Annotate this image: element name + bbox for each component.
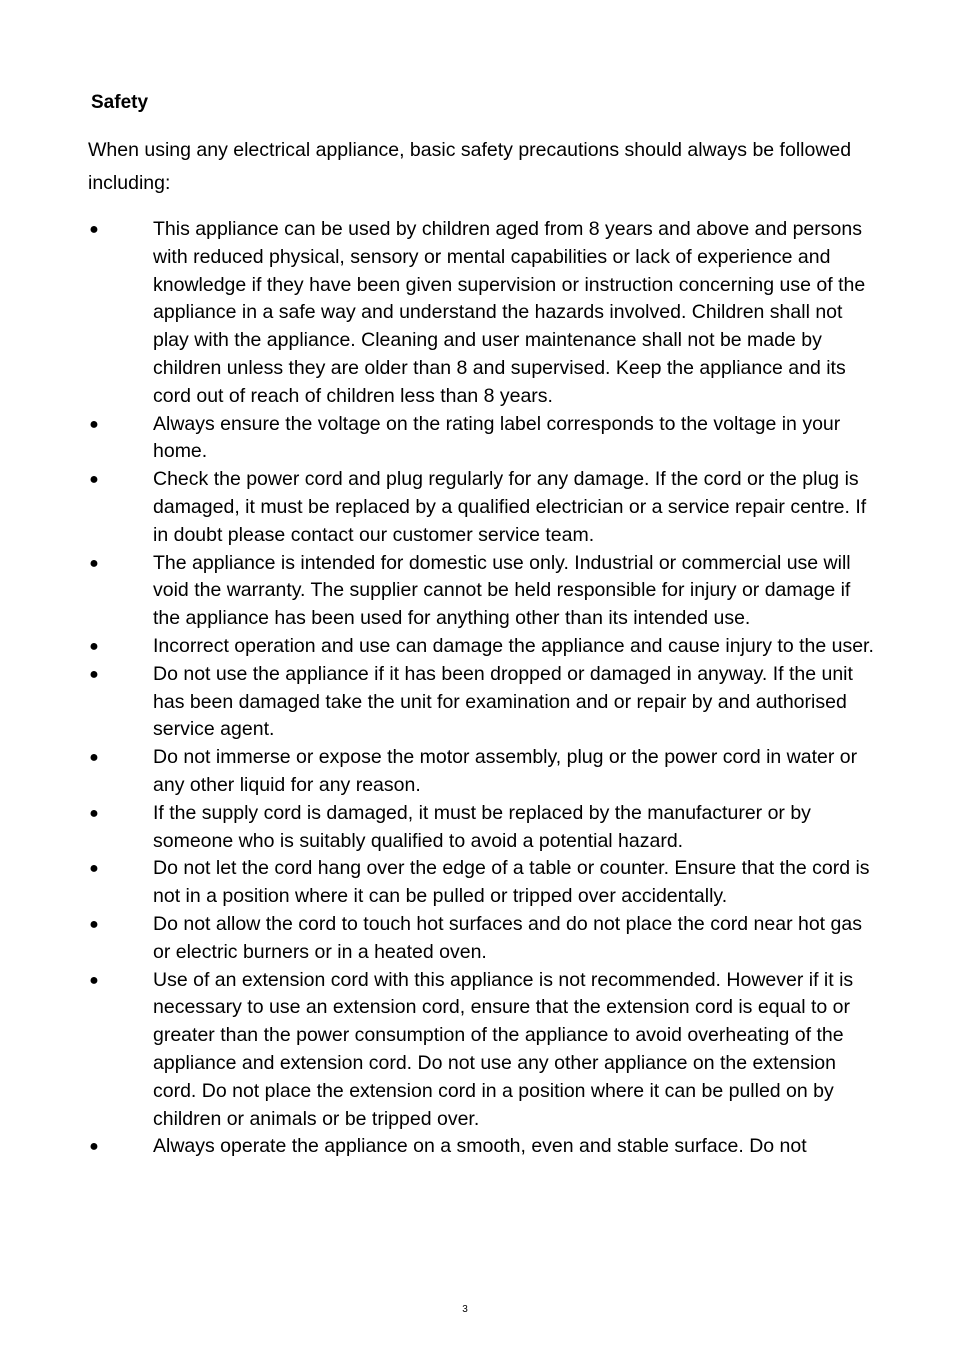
list-item (0, 744, 954, 800)
list-item-text: This appliance can be used by children aged from 8 years and above and persons with reduced physical, sensory or mental capabilities or lack of experience and knowledge if they have been given supervision or instruction concerning use of the appliance in a safe way and understand the hazards involved. Children shall not play with the appliance. Cleaning and user maintenance shall not be made by children unless they are older than 8 and supervised. Keep the appliance and its cord out of reach of children less than 8 years. (153, 218, 866, 407)
list-item (0, 411, 954, 467)
list-item-text: Do not let the cord hang over the edge of a table or counter. Ensure that the cord is not in a position where it can be pulled or tripped over accidentally. (153, 857, 870, 908)
bullet-icon: ● (89, 860, 99, 878)
bullet-icon: ● (89, 749, 99, 767)
list-item (0, 967, 954, 1134)
section-heading: Safety (91, 92, 149, 113)
list-item-text: Do not allow the cord to touch hot surfaces and do not place the cord near hot gas or electric burners or in a heated oven. (153, 912, 862, 963)
list-item-text: Do not use the appliance if it has been dropped or damaged in anyway. If the unit has been damaged take the unit for examination and or repair by and authorised service agent. (153, 662, 853, 741)
list-item (0, 216, 954, 411)
list-item (0, 661, 954, 744)
page-number: 3 (462, 1304, 468, 1315)
list-item-text: Do not immerse or expose the motor assembly, plug or the power cord in water or any other liquid for any reason. (153, 746, 858, 796)
bullet-icon: ● (89, 804, 99, 822)
list-item (0, 466, 954, 549)
list-item (0, 550, 954, 633)
list-item (0, 1133, 954, 1161)
intro-paragraph: When using any electrical appliance, basic safety precautions should always be followed including: (88, 139, 852, 194)
list-item-text: The appliance is intended for domestic use only. Industrial or commercial use will void the warranty. The supplier cannot be held responsible for injury or damage if the appliance has been used for anything other than its intended use. (153, 551, 851, 630)
list-item-text: Incorrect operation and use can damage the appliance and cause injury to the user. (153, 634, 874, 657)
list-item-text: Check the power cord and plug regularly for any damage. If the cord or the plug is damaged, it must be replaced by a qualified electrician or a service repair centre. If in doubt please contact our customer service team. (153, 468, 867, 546)
list-item (0, 911, 954, 967)
bullet-icon: ● (89, 665, 99, 683)
bullet-icon: ● (89, 971, 99, 989)
list-item (0, 855, 954, 911)
list-item (0, 800, 954, 856)
bullet-icon: ● (89, 1138, 99, 1156)
list-item (0, 633, 954, 661)
bullet-icon: ● (89, 415, 99, 433)
bullet-icon: ● (89, 637, 99, 655)
bullet-icon: ● (89, 221, 99, 238)
list-item-text: Use of an extension cord with this appliance is not recommended. However if it is necessary to use an extension cord, ensure that the extension cord is equal to or greater than the power consumption of the appliance to avoid overheating of the appliance and extension cord. Do not use any other appliance on the extension cord. Do not place the extension cord in a position where it can be pulled on by children or animals or be tripped over. (153, 968, 854, 1130)
list-item-text: If the supply cord is damaged, it must be replaced by the manufacturer or by someone who is suitably qualified to avoid a potential hazard. (153, 801, 811, 852)
list-item-text: Always operate the appliance on a smooth, even and stable surface. Do not (153, 1135, 807, 1158)
bullet-icon: ● (89, 554, 99, 572)
bullet-icon: ● (89, 471, 99, 489)
safety-bullet-list (0, 216, 954, 1161)
list-item-text: Always ensure the voltage on the rating label corresponds to the voltage in your home. (153, 412, 841, 463)
bullet-icon: ● (89, 915, 99, 933)
